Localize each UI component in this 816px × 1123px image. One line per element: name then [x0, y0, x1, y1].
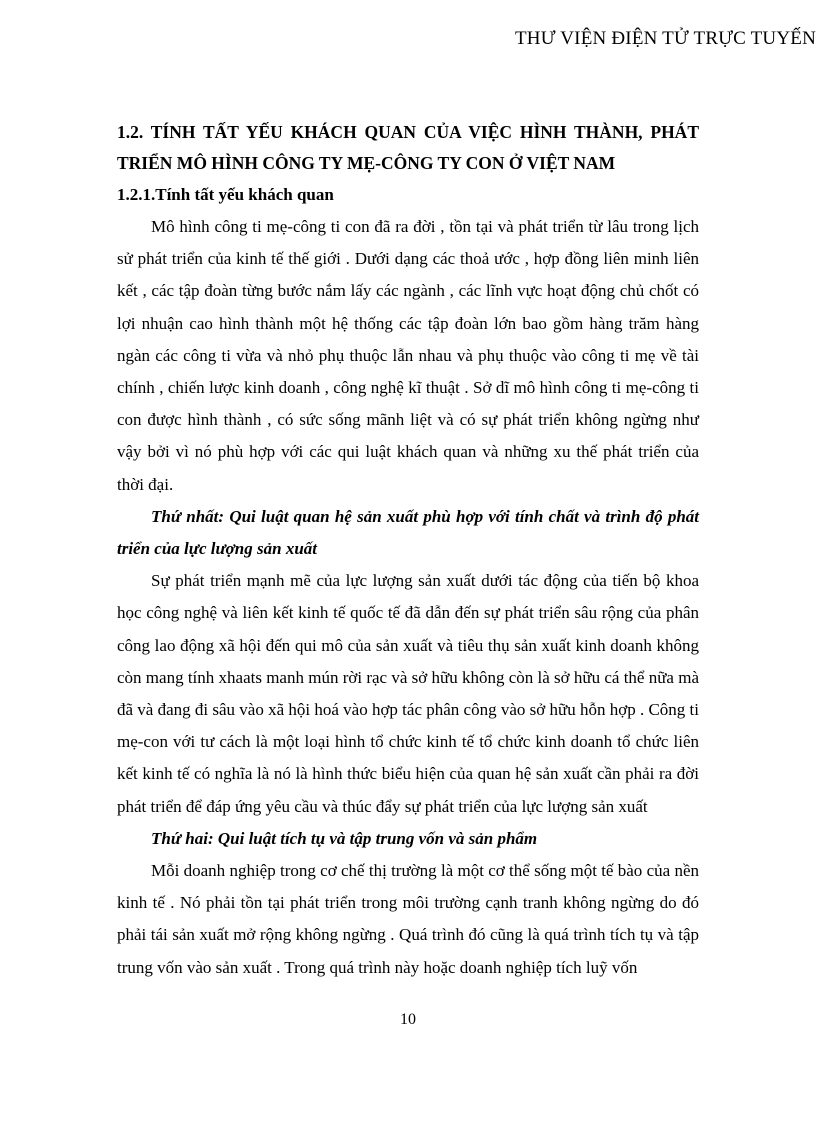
law-second-heading: Thứ hai: Qui luật tích tụ và tập trung vốn và sản phẩm — [151, 828, 538, 848]
paragraph-law-second: Mỗi doanh nghiệp trong cơ chế thị trường là một cơ thể sống một tế bào của nền kinh tế . Nó phải tồn tại phát triển trong môi trường cạnh tranh không ngừng do đó phải tái sản xuất mở rộng không ngừng . Quá trình đó cũng là quá trình tích tụ và tập trung vốn vào sản xuất . Trong quá trình này hoặc doanh nghiệp tích luỹ vốn — [117, 861, 699, 977]
subsection-heading: 1.2.1.Tính tất yếu khách quan — [117, 185, 334, 204]
paragraph-intro: Mô hình công ti mẹ-công ti con đã ra đời , tồn tại và phát triển từ lâu trong lịch sử phát triển của kinh tế thế giới . Dưới dạng các thoả ước , hợp đồng liên minh liên kết , các tập đoàn từng bước nắm lấy các ngành , các lĩnh vực hoạt động chủ chốt có lợi nhuận cao hình thành một hệ thống các tập đoàn lớn bao gồm hàng trăm hàng ngàn các công ti vừa và nhỏ phụ thuộc lẫn nhau và phụ thuộc vào công ti mẹ về tài chính , chiến lược kinh doanh , công nghệ kĩ thuật . Sở dĩ mô hình công ti mẹ-công ti con được hình thành , có sức sống mãnh liệt và có sự phát triển không ngừng như vậy bởi vì nó phù hợp với các qui luật khách quan và những xu thế phát triển của thời đại. — [117, 217, 699, 494]
page-number: 10 — [400, 1011, 416, 1028]
paragraph-law-first: Sự phát triển mạnh mẽ của lực lượng sản xuất dưới tác động của tiến bộ khoa học công nghệ và liên kết kinh tế quốc tế đã dẫn đến sự phát triển sâu rộng của phân công lao động xã hội đến qui mô của sản xuất và tiêu thụ sản xuất kinh doanh không còn mang tính xhaats manh mún rời rạc và sở hữu không còn là sở hữu cá thể nữa mà đã và đang đi sâu vào xã hội hoá vào hợp tác phân công vào sở hữu hỗn hợp . Công ti mẹ-con với tư cách là một loại hình tổ chức kinh tế tổ chức kinh doanh tổ chức liên kết kinh tế có nghĩa là nó là hình thức biểu hiện của quan hệ sản xuất cần phải ra đời phát triển để đáp ứng yêu cầu và thúc đẩy sự phát triển của lực lượng sản xuất — [117, 571, 699, 816]
section-heading-line1: 1.2. TÍNH TẤT YẾU KHÁCH QUAN CỦA VIỆC HÌNH THÀNH, PHÁT — [117, 122, 699, 142]
page-content — [117, 117, 699, 984]
library-header: THƯ VIỆN ĐIỆN TỬ TRỰC TUYẾN — [514, 28, 816, 49]
section-heading — [117, 117, 699, 179]
law-first-heading: Thứ nhất: Qui luật quan hệ sản xuất phù hợp với tính chất và trình độ phát triển của lực lượng sản xuất — [117, 506, 699, 559]
section-heading-line2: TRIỂN MÔ HÌNH CÔNG TY MẸ-CÔNG TY CON Ở VIỆT NAM — [117, 153, 616, 173]
